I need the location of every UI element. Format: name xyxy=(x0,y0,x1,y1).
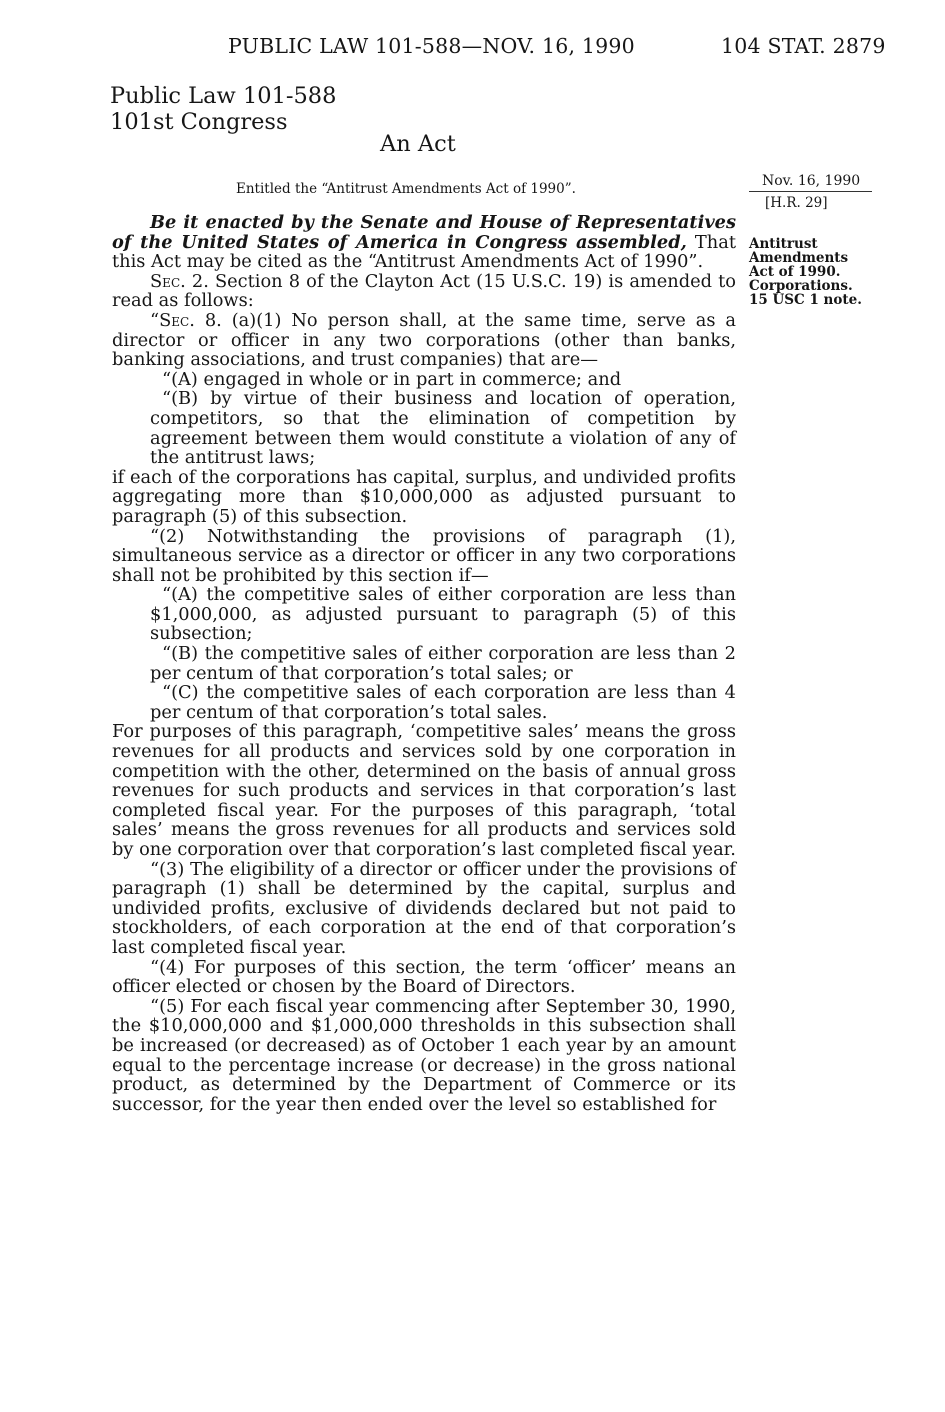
open-quote: “ xyxy=(150,309,160,331)
paragraph-a4: “(4) For purposes of this section, the term ‘officer’ means an officer elected or chosen by the Board of Directors. xyxy=(112,956,736,998)
margin-topic: Antitrust xyxy=(749,236,818,252)
paragraph-a3: “(3) The eligibility of a director or officer under the provisions of paragraph (1) shall be determined by the capital, surplus and undivided profits, exclusive of dividends declared but not paid to stockholders, of each corporation at the end of that corporation’s last completed fiscal year. xyxy=(112,858,736,958)
law-identifier xyxy=(110,83,336,135)
clause-a1-tail: if each of the corporations has capital, surplus, and undivided profits aggregating more than $10,000,000 as adjusted pursuant to paragraph (5) of this subsection. xyxy=(112,466,736,527)
margin-topics xyxy=(749,237,862,307)
body-text xyxy=(112,213,736,1114)
margin-divider xyxy=(749,191,872,192)
clause-a2-B: “(B) the competitive sales of either corporation are less than 2 per centum of that corporation’s total sales; or xyxy=(150,643,736,684)
margin-topic: Amendments xyxy=(749,250,849,266)
enacting-rest: That this Act may be cited as the “Antitrust Amendments Act of 1990”. xyxy=(112,231,736,273)
running-title: PUBLIC LAW 101-588—NOV. 16, 1990 xyxy=(228,34,635,58)
section-8-a1 xyxy=(112,311,736,370)
congress-number: 101st Congress xyxy=(110,109,288,135)
section-label: Sec. xyxy=(150,270,186,292)
clause-a1-A: “(A) engaged in whole or in part in commerce; and xyxy=(162,368,622,390)
margin-topic: 15 USC 1 note. xyxy=(749,292,862,308)
paragraph-a2-tail: For purposes of this paragraph, ‘competitive sales’ means the gross revenues for all products and services sold by one corporation in competition with the other, determined on the basis of annual gross revenues for such products and services in that corporation’s last completed fiscal year. For the purposes of this paragraph, ‘total sales’ means the gross revenues for all products and services sold by one corporation over that corporation’s last completed fiscal year. xyxy=(112,721,736,860)
entitled-line: Entitled the “Antitrust Amendments Act of 1990”. xyxy=(236,181,576,197)
stat-page-number: 104 STAT. 2879 xyxy=(721,34,886,58)
paragraph-a2: “(2) Notwithstanding the provisions of paragraph (1), simultaneous service as a director or officer in any two corporations shall not be prohibited by this section if— xyxy=(112,525,736,586)
section-8-a1-text: 8. (a)(1) No person shall, at the same time, serve as a director or officer in any two corporations (other than banks, banking associations, and trust companies) that are— xyxy=(112,309,736,371)
section-label: Sec. xyxy=(159,309,195,331)
margin-date: Nov. 16, 1990 xyxy=(762,173,861,189)
clause-a1-B: “(B) by virtue of their business and location of operation, competitors, so that the elimination of competition by agreement between them would constitute a violation of any of the antitrust laws; xyxy=(150,388,736,469)
margin-topic: Act of 1990. xyxy=(749,264,841,280)
margin-topic: Corporations. xyxy=(749,278,853,294)
margin-bill-number: [H.R. 29] xyxy=(765,195,828,211)
section-2-text: 2. Section 8 of the Clayton Act (15 U.S.C. 19) is amended to read as follows: xyxy=(112,270,736,312)
enacting-clause xyxy=(112,213,736,272)
clause-a2-C: “(C) the competitive sales of each corporation are less than 4 per centum of that corporation’s total sales. xyxy=(150,682,736,723)
paragraph-a5: “(5) For each fiscal year commencing after September 30, 1990, the $10,000,000 and $1,000,000 thresholds in this subsection shall be increased (or decreased) as of October 1 each year by an amount equal to the percentage increase (or decrease) in the gross national product, as determined by the Department of Commerce or its successor, for the year then ended over the level so established for xyxy=(112,995,736,1115)
enacting-formula: Be it enacted by the Senate and House of Representatives of the United States of America in Congress assembled, xyxy=(112,212,736,253)
section-2 xyxy=(112,272,736,311)
public-law-number: Public Law 101-588 xyxy=(110,83,337,109)
clause-a2-A: “(A) the competitive sales of either corporation are less than $1,000,000, as adjusted pursuant to paragraph (5) of this subsection; xyxy=(150,584,736,645)
act-heading: An Act xyxy=(380,131,456,157)
